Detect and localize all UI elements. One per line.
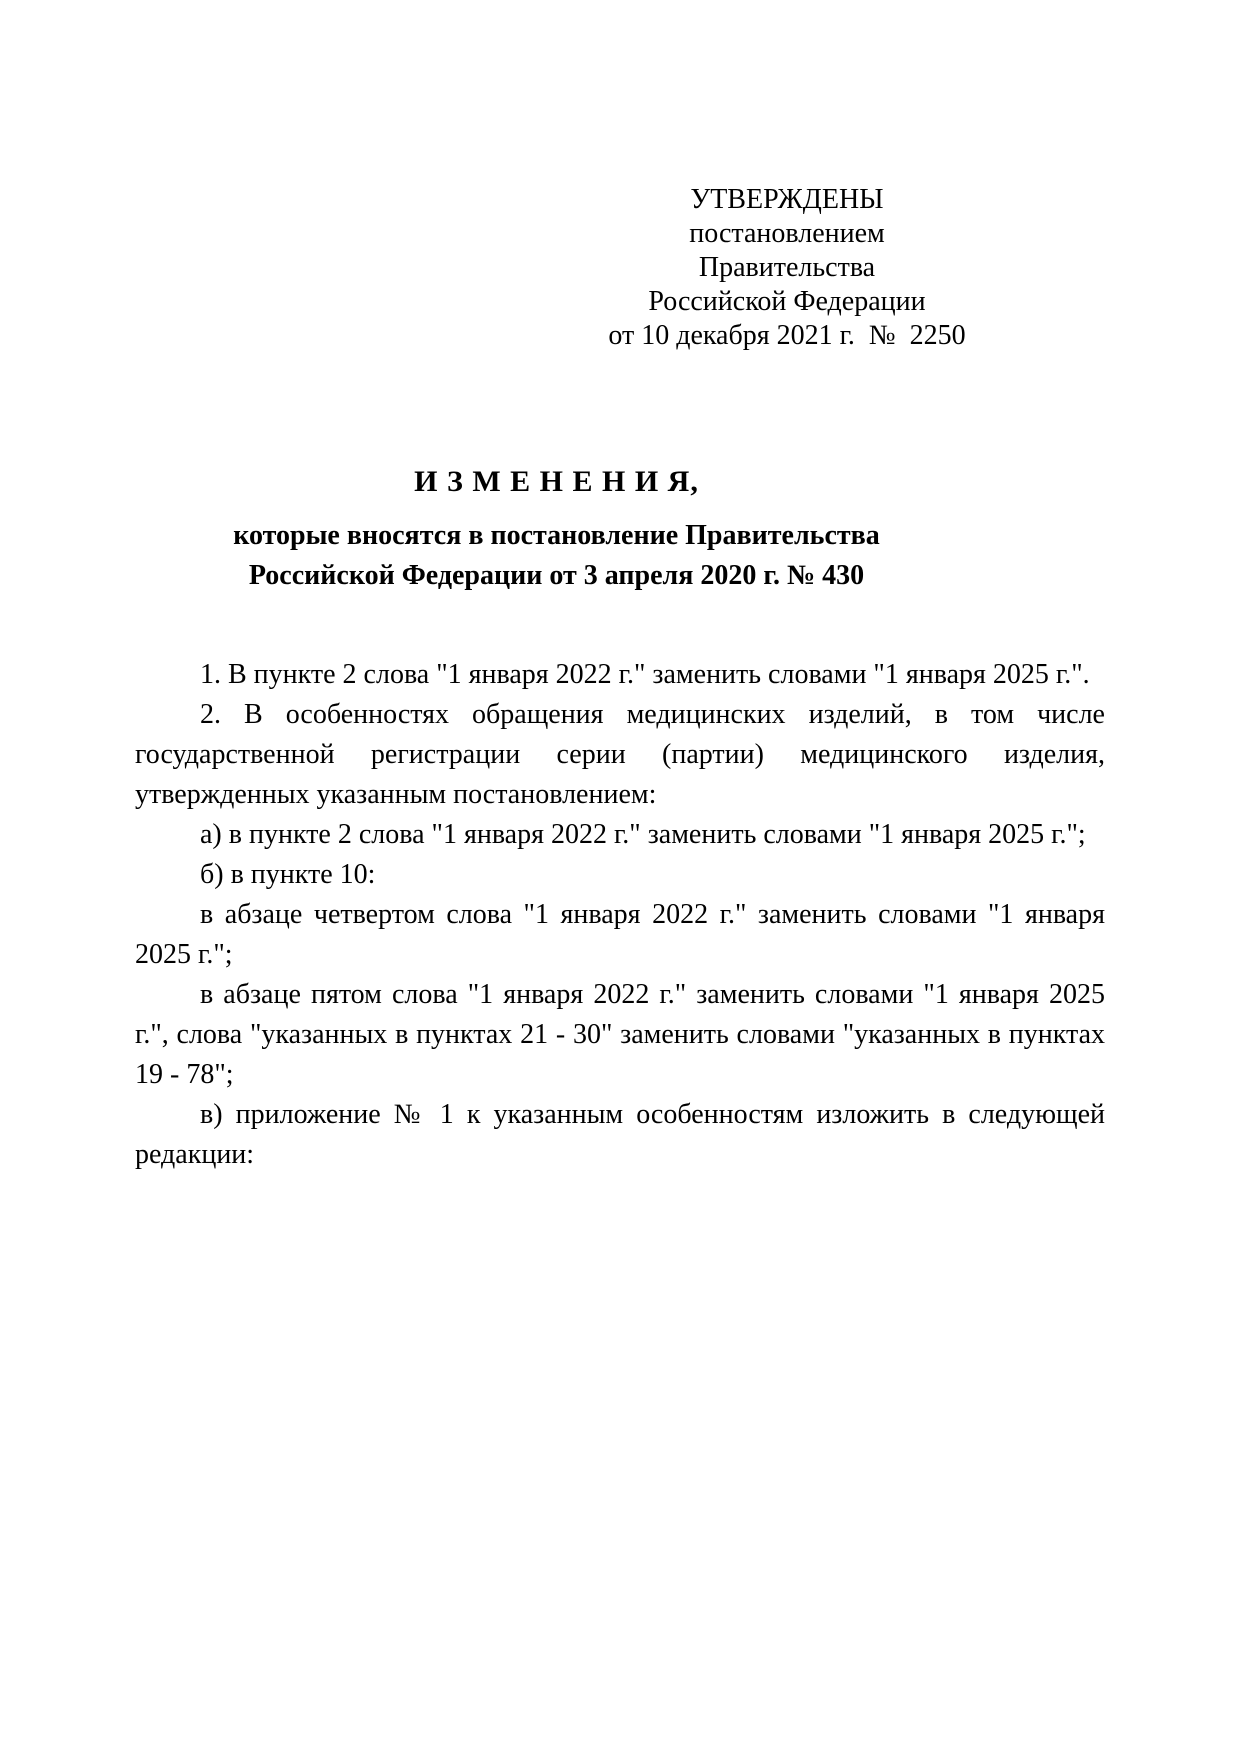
paragraph-6: в абзаце пятом слова "1 января 2022 г." заменить словами "1 января 2025 г.", слова "указанных в пунктах 21 - 30" заменить словами "указанных в пунктах 19 - 78"; bbox=[135, 979, 1105, 1090]
subtitle-line-1: которые вносятся в постановление Правительства bbox=[233, 520, 880, 551]
approval-line-3: Российской Федерации bbox=[648, 286, 926, 317]
paragraph-1: 1. В пункте 2 слова "1 января 2022 г." заменить словами "1 января 2025 г.". bbox=[200, 659, 1090, 690]
document-body bbox=[135, 655, 1105, 1175]
paragraph-2: 2. В особенностях обращения медицинских изделий, в том числе государственной регистрации серии (партии) медицинского изделия, утвержденных указанным постановлением: bbox=[135, 699, 1105, 810]
approval-line-2: постановлением Правительства bbox=[689, 218, 892, 283]
document-subtitle bbox=[0, 516, 1113, 596]
paragraph-3: а) в пункте 2 слова "1 января 2022 г." заменить словами "1 января 2025 г."; bbox=[200, 819, 1086, 850]
approval-line-1: УТВЕРЖДЕНЫ bbox=[690, 184, 884, 215]
document-title: И З М Е Н Е Н И Я, bbox=[414, 465, 699, 498]
approval-line-4: от 10 декабря 2021 г. № 2250 bbox=[608, 320, 966, 351]
paragraph-5: в абзаце четвертом слова "1 января 2022 г." заменить словами "1 января 2025 г."; bbox=[135, 899, 1105, 970]
heading-block bbox=[0, 462, 1113, 596]
paragraph-7: в) приложение № 1 к указанным особенностям изложить в следующей редакции: bbox=[135, 1099, 1105, 1170]
approval-block bbox=[606, 183, 968, 353]
subtitle-line-2: Российской Федерации от 3 апреля 2020 г. № 430 bbox=[248, 560, 865, 591]
paragraph-4: б) в пункте 10: bbox=[200, 859, 376, 890]
